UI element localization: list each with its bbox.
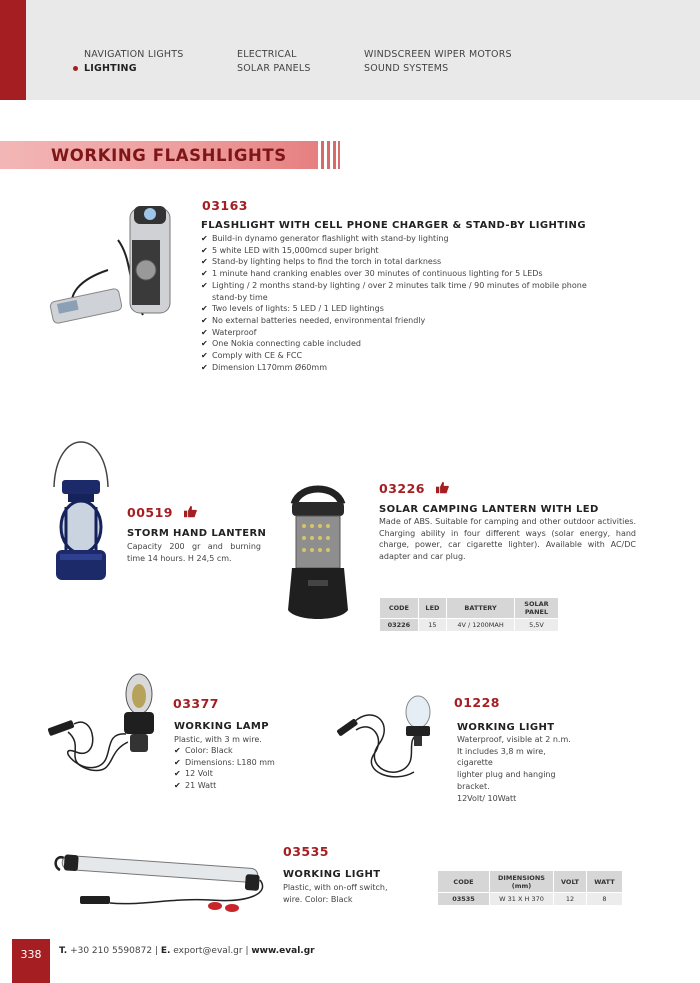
table-header-cell: VOLT: [554, 871, 587, 893]
section-title-banner: [0, 141, 318, 169]
nav-column-2: [237, 48, 311, 76]
product-title-03226: SOLAR CAMPING LANTERN WITH LED: [379, 504, 599, 515]
feature-item: ✔ Color: Black: [174, 745, 284, 757]
table-cell: 15: [418, 619, 446, 632]
table-header-cell: CODE: [380, 598, 419, 619]
product-title-03377: WORKING LAMP: [174, 721, 269, 732]
product-desc-03377: Plastic, with 3 m wire.: [174, 735, 262, 744]
section-title: WORKING FLASHLIGHTS: [51, 146, 287, 165]
table-header-cell: SOLAR PANEL: [515, 598, 559, 619]
feature-list-03377: [174, 745, 284, 792]
product-title-03535: WORKING LIGHT: [283, 869, 381, 880]
table-header-row: [380, 598, 559, 619]
nav-link-solar-panels[interactable]: SOLAR PANELS: [237, 63, 311, 74]
feature-item: ✔ Lighting / 2 months stand-by lighting / over 2 minutes talk time / 90 minutes of mobile phone stand-by time: [201, 280, 611, 303]
product-code-03377: 03377: [173, 696, 219, 711]
nav-link-electrical[interactable]: ELECTRICAL: [237, 49, 297, 60]
nav-link-navigation-lights[interactable]: NAVIGATION LIGHTS: [84, 49, 184, 60]
product-code-03226: 03226: [379, 480, 443, 496]
feature-item: ✔ 1 minute hand cranking enables over 30 minutes of continuous lighting for 5 LEDs: [201, 268, 611, 280]
feature-item: ✔ 5 white LED with 15,000mcd super bright: [201, 245, 611, 257]
header-accent-bar: [0, 0, 26, 100]
feature-item: ✔ 12 Volt: [174, 768, 284, 780]
product-code-00519: 00519: [127, 504, 191, 520]
spec-table-03535: [437, 870, 623, 906]
solar-camping-lantern-image: [280, 480, 356, 625]
table-cell: 4V / 1200MAH: [447, 619, 515, 632]
nav-link-windscreen-wiper-motors[interactable]: WINDSCREEN WIPER MOTORS: [364, 49, 512, 60]
feature-item: ✔ Dimension L170mm Ø60mm: [201, 362, 611, 374]
working-light-03535-image: [50, 848, 275, 918]
nav-link-sound-systems[interactable]: SOUND SYSTEMS: [364, 63, 449, 74]
footer-phone: +30 210 5590872: [70, 946, 153, 956]
page-number: 338: [12, 939, 50, 983]
feature-item: ✔ One Nokia connecting cable included: [201, 338, 611, 350]
flashlight-charger-image: [48, 200, 178, 325]
table-header-row: [438, 871, 623, 893]
storm-lantern-image: [46, 432, 116, 584]
table-header-cell: CODE: [438, 871, 490, 893]
product-title-01228: WORKING LIGHT: [457, 722, 555, 733]
title-stripes-decoration: [321, 141, 341, 169]
table-header-cell: WATT: [586, 871, 622, 893]
product-code-01228: 01228: [454, 695, 500, 710]
feature-item: ✔ Two levels of lights: 5 LED / 1 LED lightings: [201, 303, 611, 315]
footer-email[interactable]: export@eval.gr: [173, 946, 243, 956]
feature-item: ✔ No external batteries needed, environmental friendly: [201, 315, 611, 327]
active-bullet-icon: [73, 66, 78, 71]
nav-link-lighting[interactable]: LIGHTING: [84, 62, 183, 76]
feature-item: ✔ Dimensions: L180 mm: [174, 757, 284, 769]
product-title-00519: STORM HAND LANTERN: [127, 528, 267, 539]
feature-item: ✔ Stand-by lighting helps to find the torch in total darkness: [201, 256, 611, 268]
thumbs-up-icon: [184, 505, 197, 518]
table-cell: W 31 X H 370: [490, 893, 554, 906]
product-title-03163: FLASHLIGHT WITH CELL PHONE CHARGER & STAND-BY LIGHTING: [201, 220, 586, 231]
table-cell: 12: [554, 893, 587, 906]
product-code-03535: 03535: [283, 844, 329, 859]
working-lamp-image: [46, 672, 164, 782]
table-header-cell: DIMENSIONS (mm): [490, 871, 554, 893]
feature-list-03163: [201, 233, 611, 373]
product-desc-03535: Plastic, with on-off switch, wire. Color: Black: [283, 883, 388, 904]
table-row: [380, 619, 559, 632]
footer-website[interactable]: www.eval.gr: [251, 946, 315, 956]
table-header-cell: LED: [418, 598, 446, 619]
table-cell: 03226: [380, 619, 419, 632]
table-cell: 8: [586, 893, 622, 906]
product-desc-03226: Made of ABS. Suitable for camping and other outdoor activities. Charging ability in four different ways (solar energy, hand charge, power, car cigarette lighter). Available with AC/DC adapter and car plug.: [379, 517, 636, 562]
feature-item: ✔ Waterproof: [201, 327, 611, 339]
table-row: [438, 893, 623, 906]
table-cell: 5,5V: [515, 619, 559, 632]
product-desc-00519: Capacity 200 gr and burning time 14 hours. H 24,5 cm.: [127, 542, 261, 563]
spec-table-03226: [379, 597, 559, 632]
header-bar: [0, 0, 700, 100]
working-light-01228-image: [334, 694, 444, 786]
footer-contact: T. +30 210 5590872 | E. export@eval.gr | www.eval.gr: [59, 946, 315, 956]
table-header-cell: BATTERY: [447, 598, 515, 619]
nav-column-1: [84, 48, 183, 76]
feature-item: ✔ 21 Watt: [174, 780, 284, 792]
feature-item: ✔ Build-in dynamo generator flashlight with stand-by lighting: [201, 233, 611, 245]
thumbs-up-icon: [436, 481, 449, 494]
table-cell: 03535: [438, 893, 490, 906]
product-desc-01228: Waterproof, visible at 2 n.m. It includes 3,8 m wire, cigarette lighter plug and hanging bracket. 12Volt/ 10Watt: [457, 735, 571, 803]
nav-column-3: [364, 48, 512, 76]
product-code-03163: 03163: [202, 198, 248, 213]
feature-item: ✔ Comply with CE & FCC: [201, 350, 611, 362]
